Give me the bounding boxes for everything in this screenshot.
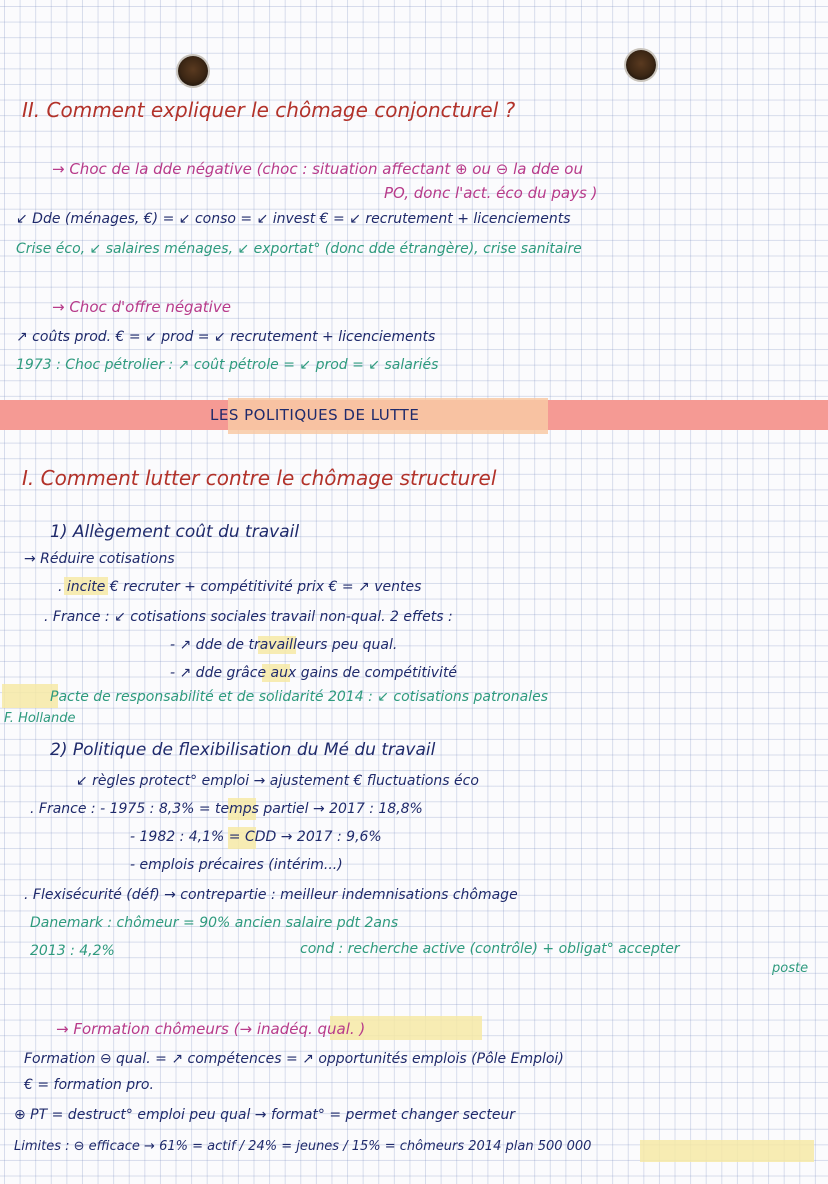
danemark-line: Danemark : chômeur = 90% ancien salaire pdt 2ans: [30, 915, 399, 931]
punch-hole-right: [626, 50, 656, 80]
crise-eco-line: Crise éco, ↙ salaires ménages, ↙ exportat° (donc dde étrangère), crise sanitaire: [16, 241, 582, 257]
flexibilisation-title: 2) Politique de flexibilisation du Mé du travail: [50, 740, 436, 760]
effet-2: - ↗ dde grâce aux gains de compétitivité: [170, 665, 458, 681]
danemark-2013: 2013 : 4,2%: [30, 943, 115, 959]
choc-demande-title: → Choc de la dde négative (choc : situation affectant ⊕ ou ⊖ la dde ou: [52, 160, 583, 178]
condition-line: cond : recherche active (contrôle) + obligat° accepter: [300, 941, 680, 957]
pacte-line: Pacte de responsabilité et de solidarité 2014 : ↙ cotisations patronales: [50, 689, 549, 705]
hollande-label: F. Hollande: [4, 711, 76, 726]
incite-line: . incite € recruter + compétitivité prix € = ↗ ventes: [58, 579, 422, 595]
formation-title: → Formation chômeurs (→ inadéq. qual. ): [56, 1020, 366, 1038]
formation-pro: € = formation pro.: [24, 1077, 154, 1093]
pt-line: ⊕ PT = destruct° emploi peu qual → format° = permet changer secteur: [14, 1107, 516, 1123]
emplois-precaires: - emplois précaires (intérim...): [130, 857, 343, 873]
france-1982: - 1982 : 4,1% = CDD → 2017 : 9,6%: [130, 829, 382, 845]
heading-chomage-structurel: I. Comment lutter contre le chômage structurel: [22, 466, 497, 490]
reduire-cotisations: → Réduire cotisations: [24, 551, 175, 567]
limites-line: Limites : ⊖ efficace → 61% = actif / 24% = jeunes / 15% = chômeurs 2014 plan 500 000: [14, 1139, 592, 1154]
choc-petrolier-line: 1973 : Choc pétrolier : ↗ coût pétrole = ↙ prod = ↙ salariés: [16, 357, 439, 373]
france-1975: . France : - 1975 : 8,3% = temps partiel → 2017 : 18,8%: [30, 801, 423, 817]
highlight-plan: [640, 1140, 814, 1162]
condition-poste: poste: [772, 961, 809, 976]
effet-1: - ↗ dde de travailleurs peu qual.: [170, 637, 398, 653]
heading-chomage-conjoncturel: II. Comment expliquer le chômage conjoncturel ?: [22, 98, 516, 122]
punch-hole-left: [178, 56, 208, 86]
dde-line: ↙ Dde (ménages, €) = ↙ conso = ↙ invest € = ↙ recrutement + licenciements: [16, 211, 571, 227]
choc-demande-title-cont: PO, donc l'act. éco du pays ): [384, 184, 598, 202]
france-cotisations: . France : ↙ cotisations sociales travail non-qual. 2 effets :: [44, 609, 453, 625]
formation-line: Formation ⊖ qual. = ↗ compétences = ↗ opportunités emplois (Pôle Emploi): [24, 1051, 564, 1067]
choc-offre-title: → Choc d'offre négative: [52, 298, 231, 316]
politiques-de-lutte-title: LES POLITIQUES DE LUTTE: [210, 406, 420, 424]
allegement-title: 1) Allègement coût du travail: [50, 522, 300, 542]
flexisecurite-line: . Flexisécurité (déf) → contrepartie : meilleur indemnisations chômage: [24, 887, 518, 903]
couts-prod-line: ↗ coûts prod. € = ↙ prod = ↙ recrutement + licenciements: [16, 329, 436, 345]
regles-line: ↙ règles protect° emploi → ajustement € fluctuations éco: [76, 773, 479, 789]
